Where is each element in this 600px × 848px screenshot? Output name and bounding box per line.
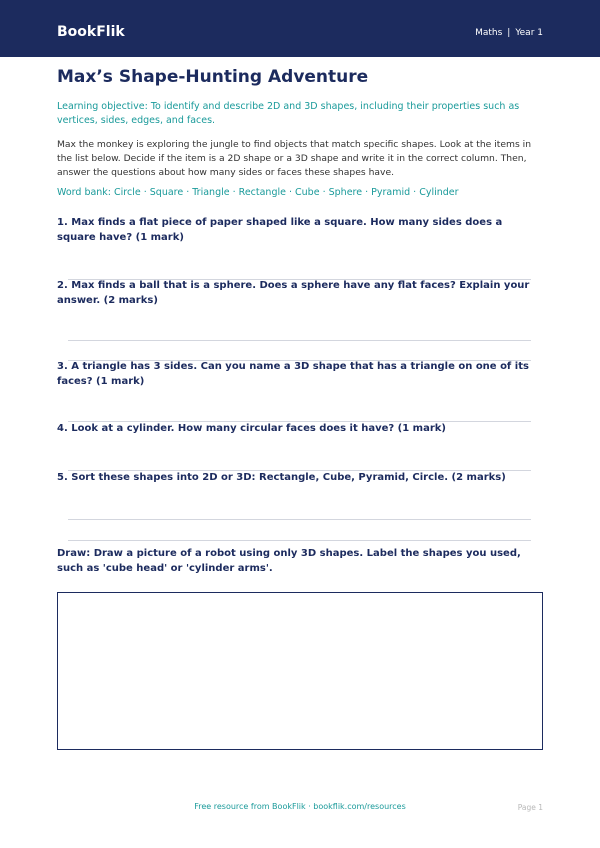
brand-logo[interactable]: BookFlik [57,24,125,40]
footer-link[interactable]: Free resource from BookFlik · bookflik.com/resources [194,802,406,811]
worksheet-intro [57,66,543,200]
word-bank: Word bank: Circle · Square · Triangle · Rectangle · Cube · Sphere · Pyramid · Cylinder [57,187,459,198]
page-title: Max’s Shape-Hunting Adventure [57,67,369,87]
header-meta [475,28,543,38]
question-3: 3. A triangle has 3 sides. Can you name a 3D shape that has a triangle on one of its faces? (1 mark) [57,361,529,387]
instructions-text: Max the monkey is exploring the jungle to find objects that match specific shapes. Look at the items in the list below. Decide if the item is a 2D shape or a 3D shape and write it in the correct column. Then, answer the questions about how many sides or faces these shapes have. [57,139,532,178]
page-number: Page 1 [517,803,543,812]
question-1: 1. Max finds a flat piece of paper shaped like a square. How many sides does a square have? (1 mark) [57,217,503,243]
drawing-area[interactable] [57,592,543,750]
answer-line-2a[interactable] [68,340,531,341]
answer-line-5a[interactable] [68,519,531,520]
meta-separator: | [507,28,511,38]
subject-label: Maths [475,28,503,38]
header-bar [0,0,600,57]
question-2: 2. Max finds a ball that is a sphere. Does a sphere have any flat faces? Explain your answer. (2 marks) [57,280,530,306]
answer-line-5b[interactable] [68,540,531,541]
question-5: 5. Sort these shapes into 2D or 3D: Rectangle, Cube, Pyramid, Circle. (2 marks) [57,472,506,483]
year-label: Year 1 [515,28,543,38]
draw-task-prompt: Draw: Draw a picture of a robot using only 3D shapes. Label the shapes you used, such as 'cube head' or 'cylinder arms'. [57,548,521,574]
question-4: 4. Look at a cylinder. How many circular faces does it have? (1 mark) [57,423,446,434]
learning-objective: Learning objective: To identify and describe 2D and 3D shapes, including their properties such as vertices, sides, edges, and faces. [57,101,520,126]
